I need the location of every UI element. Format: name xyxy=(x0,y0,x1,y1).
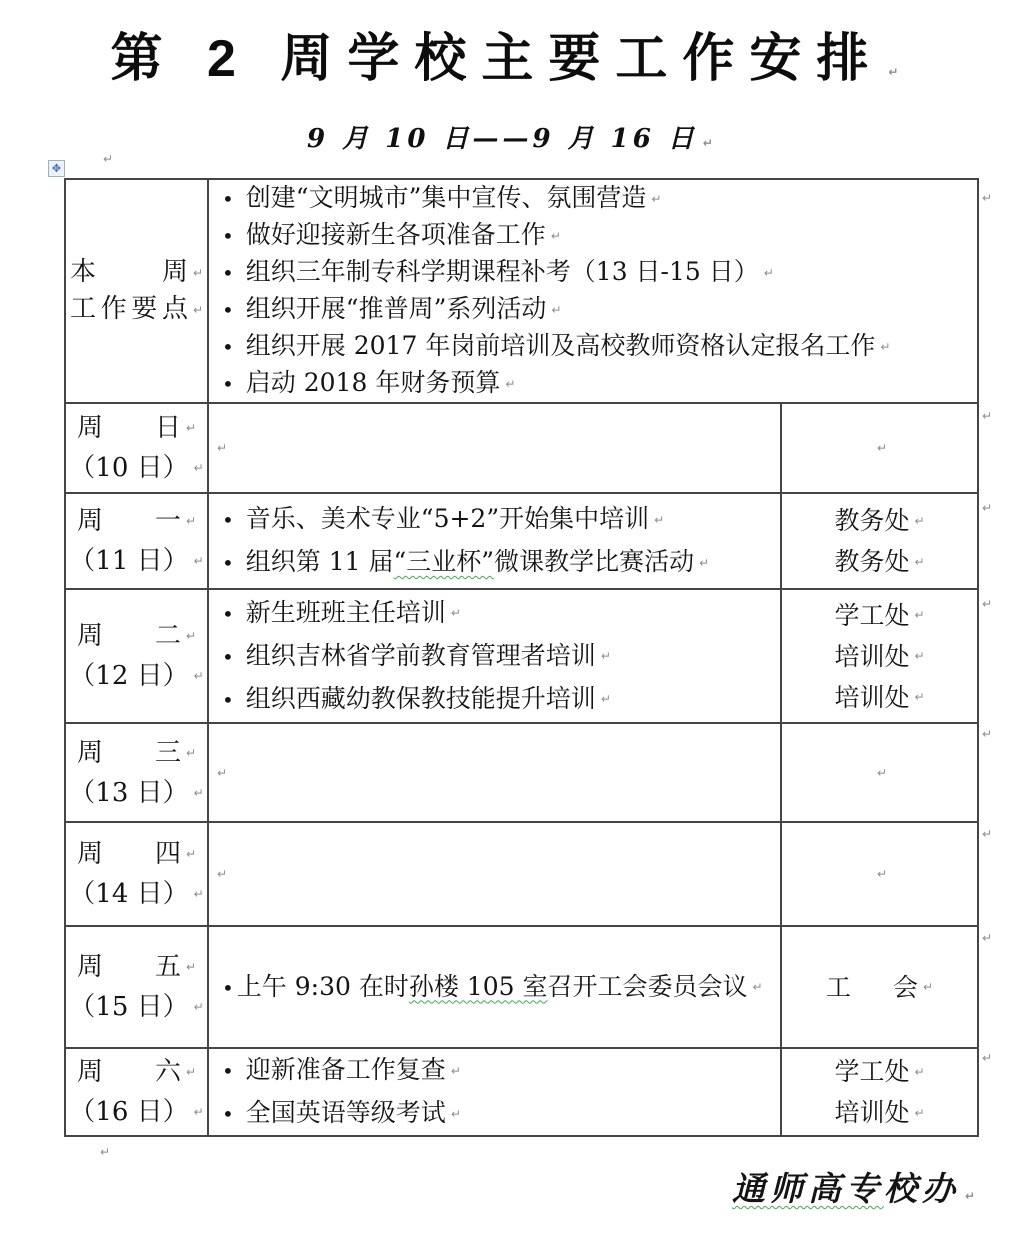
department-label: 学工处 xyxy=(834,600,910,630)
paragraph-mark-icon: ↵ xyxy=(217,765,228,780)
day-label: 周 日 xyxy=(76,413,181,443)
department-label: 培训处 xyxy=(834,682,910,712)
task-text: 组织开展“推普周”系列活动 xyxy=(245,294,547,323)
task-text: 组织三年制专科学期课程补考（13 日-15 日） xyxy=(245,257,759,286)
day-label: 周 六 xyxy=(76,1057,181,1087)
day-label: 周 五 xyxy=(76,952,181,982)
table-row-thursday xyxy=(65,822,978,926)
paragraph-mark-icon: ↵ xyxy=(550,228,561,243)
department-label: 培训处 xyxy=(834,641,910,671)
paragraph-mark-icon: ↵ xyxy=(914,649,925,663)
day-label-cell xyxy=(65,723,208,822)
task-item xyxy=(222,966,780,1009)
day-label-date: （16 日） xyxy=(69,1097,189,1127)
paragraph-mark-icon: ↵ xyxy=(193,669,204,683)
paragraph-mark-icon: ↵ xyxy=(193,1000,204,1014)
paragraph-mark-icon: ↵ xyxy=(103,152,114,166)
bullet-icon: • xyxy=(222,601,234,626)
bullet-icon: • xyxy=(222,261,234,285)
paragraph-mark-icon: ↵ xyxy=(192,302,204,317)
paragraph-mark-icon: ↵ xyxy=(217,867,228,881)
department-label: 工 会 xyxy=(825,972,918,1002)
paragraph-mark-icon: ↵ xyxy=(193,887,204,901)
paragraph-mark-icon: ↵ xyxy=(185,847,197,861)
department-cell xyxy=(781,723,978,822)
department-label: 培训处 xyxy=(834,1098,910,1127)
paragraph-mark-icon: ↵ xyxy=(876,867,888,881)
task-text: 组织西藏幼教保教技能提升培训 xyxy=(245,683,596,713)
paragraph-mark-icon: ↵ xyxy=(185,421,197,435)
bullet-icon: • xyxy=(222,975,234,1000)
paragraph-mark-icon: ↵ xyxy=(185,745,197,760)
bullet-icon: • xyxy=(222,1059,234,1083)
day-label-date: （10 日） xyxy=(69,453,189,483)
department-cell xyxy=(781,926,978,1048)
bullet-icon: • xyxy=(222,687,234,712)
paragraph-mark-icon: ↵ xyxy=(876,441,888,455)
task-text: 新生班班主任培训 xyxy=(245,597,446,627)
day-label-date: （14 日） xyxy=(69,879,189,909)
paragraph-mark-icon: ↵ xyxy=(914,513,925,528)
table-row-sunday xyxy=(65,403,978,493)
paragraph-mark-icon: ↵ xyxy=(914,554,925,569)
table-row-monday xyxy=(65,493,978,589)
signature xyxy=(732,1163,980,1210)
paragraph-mark-icon: ↵ xyxy=(982,827,993,841)
day-label: 周 四 xyxy=(76,839,181,869)
day-label-date: （15 日） xyxy=(69,992,189,1022)
paragraph-mark-icon: ↵ xyxy=(185,960,197,974)
task-item xyxy=(222,1092,780,1135)
tasks-cell xyxy=(208,723,781,822)
paragraph-mark-icon: ↵ xyxy=(185,1065,197,1079)
bullet-icon: • xyxy=(222,298,234,322)
signature-text: 通师高专 xyxy=(731,1169,884,1208)
paragraph-mark-icon: ↵ xyxy=(192,265,204,280)
department-cell xyxy=(781,493,978,589)
date-range-text: 9 月 10 日——9 月 16 日 xyxy=(307,124,698,154)
bullet-icon: • xyxy=(222,508,234,532)
task-text: 组织第 11 届“三业杯”微课教学比赛活动 xyxy=(245,547,695,576)
task-text: 全国英语等级考试 xyxy=(245,1098,446,1127)
paragraph-mark-icon: ↵ xyxy=(982,597,993,611)
bullet-icon: • xyxy=(222,372,234,396)
paragraph-mark-icon: ↵ xyxy=(450,1063,461,1078)
day-label: 周 一 xyxy=(76,506,181,536)
task-text: 上午 9:30 在时孙楼 105 室召开工会委员会议 xyxy=(236,971,748,1001)
bullet-icon: • xyxy=(222,335,234,359)
table-row-wednesday xyxy=(65,723,978,822)
paragraph-mark-icon: ↵ xyxy=(450,606,461,620)
bullet-icon: • xyxy=(222,551,234,575)
task-text: 做好迎接新生各项准备工作 xyxy=(245,220,546,249)
paragraph-mark-icon: ↵ xyxy=(185,629,197,643)
day-label-cell xyxy=(65,589,208,723)
paragraph-mark-icon: ↵ xyxy=(551,302,562,317)
department-cell xyxy=(781,403,978,493)
task-item xyxy=(222,678,780,721)
task-text: 组织开展 2017 年岗前培训及高校教师资格认定报名工作 xyxy=(245,331,876,360)
paragraph-mark-icon: ↵ xyxy=(600,649,611,663)
table-row-friday xyxy=(65,926,978,1048)
page-title xyxy=(0,16,1024,91)
task-text: 迎新准备工作复查 xyxy=(245,1055,446,1084)
task-item xyxy=(222,328,977,365)
task-text: 启动 2018 年财务预算 xyxy=(245,368,501,397)
paragraph-mark-icon: ↵ xyxy=(651,191,662,206)
paragraph-mark-icon: ↵ xyxy=(699,555,710,570)
bullet-icon: • xyxy=(222,187,234,211)
paragraph-mark-icon: ↵ xyxy=(914,1105,925,1120)
paragraph-mark-icon: ↵ xyxy=(185,514,197,528)
department-cell xyxy=(781,1048,978,1136)
paragraph-mark-icon: ↵ xyxy=(193,785,204,800)
task-text: 创建“文明城市”集中宣传、氛围营造 xyxy=(245,183,647,212)
task-item xyxy=(222,291,977,328)
tasks-cell xyxy=(208,1048,781,1136)
paragraph-mark-icon: ↵ xyxy=(914,690,925,704)
paragraph-mark-icon: ↵ xyxy=(763,265,774,280)
task-item xyxy=(222,1049,780,1092)
paragraph-mark-icon: ↵ xyxy=(654,512,665,527)
bullet-icon: • xyxy=(222,1102,234,1126)
tasks-cell xyxy=(208,926,781,1048)
department-label: 学工处 xyxy=(834,1057,910,1086)
task-text: 音乐、美术专业“5+2”开始集中培训 xyxy=(245,504,650,533)
task-item xyxy=(222,180,977,217)
paragraph-mark-icon: ↵ xyxy=(876,765,888,780)
department-cell xyxy=(781,589,978,723)
paragraph-mark-icon: ↵ xyxy=(880,339,891,354)
paragraph-mark-icon: ↵ xyxy=(752,980,763,994)
page-title-text: 第 2 周学校主要工作安排 xyxy=(110,30,884,88)
task-item xyxy=(222,365,977,402)
paragraph-mark-icon: ↵ xyxy=(982,1051,993,1065)
day-label: 本 周 xyxy=(69,257,188,287)
department-label: 教务处 xyxy=(834,506,910,535)
schedule-table xyxy=(64,178,979,1137)
tasks-cell xyxy=(208,822,781,926)
task-item xyxy=(222,635,780,678)
paragraph-mark-icon: ↵ xyxy=(964,1189,980,1203)
paragraph-mark-icon: ↵ xyxy=(914,608,925,622)
department-label: 教务处 xyxy=(834,547,910,576)
day-label-cell xyxy=(65,822,208,926)
tasks-cell xyxy=(208,589,781,723)
tasks-cell xyxy=(208,493,781,589)
task-text: 组织吉林省学前教育管理者培训 xyxy=(245,640,596,670)
bullet-icon: • xyxy=(222,644,234,669)
date-range xyxy=(0,118,1024,155)
tasks-cell xyxy=(208,179,978,403)
day-label-cell xyxy=(65,1048,208,1136)
task-item xyxy=(222,592,780,635)
paragraph-mark-icon: ↵ xyxy=(100,1145,111,1159)
paragraph-mark-icon: ↵ xyxy=(217,441,228,455)
paragraph-mark-icon: ↵ xyxy=(888,65,914,79)
paragraph-mark-icon: ↵ xyxy=(914,1064,925,1079)
paragraph-mark-icon: ↵ xyxy=(702,136,717,150)
paragraph-mark-icon: ↵ xyxy=(505,376,516,391)
task-item xyxy=(222,254,977,291)
table-move-handle-icon[interactable]: ✥ xyxy=(48,160,65,177)
paragraph-mark-icon: ↵ xyxy=(450,1106,461,1121)
paragraph-mark-icon: ↵ xyxy=(922,980,934,994)
department-cell xyxy=(781,822,978,926)
day-label-cell xyxy=(65,926,208,1048)
task-item xyxy=(222,217,977,254)
paragraph-mark-icon: ↵ xyxy=(982,409,993,423)
tasks-cell xyxy=(208,403,781,493)
day-label-cell xyxy=(65,493,208,589)
table-row-week-points xyxy=(65,179,978,403)
paragraph-mark-icon: ↵ xyxy=(982,501,993,515)
paragraph-mark-icon: ↵ xyxy=(193,461,204,475)
day-label-cell xyxy=(65,403,208,493)
table-row-saturday xyxy=(65,1048,978,1136)
bullet-icon: • xyxy=(222,224,234,248)
day-label-date: （11 日） xyxy=(69,546,189,576)
paragraph-mark-icon: ↵ xyxy=(982,727,993,741)
task-item xyxy=(222,498,780,541)
day-label-date: （13 日） xyxy=(69,777,189,808)
paragraph-mark-icon: ↵ xyxy=(982,931,993,945)
paragraph-mark-icon: ↵ xyxy=(982,191,993,205)
day-label: 周 三 xyxy=(76,737,181,768)
day-label-cell xyxy=(65,179,208,403)
paragraph-mark-icon: ↵ xyxy=(193,554,204,568)
day-label-line2: 工作要点 xyxy=(69,294,188,324)
table-row-tuesday xyxy=(65,589,978,723)
task-item xyxy=(222,541,780,584)
signature-text-end: 校办 xyxy=(883,1169,960,1208)
paragraph-mark-icon: ↵ xyxy=(193,1105,204,1119)
paragraph-mark-icon: ↵ xyxy=(600,692,611,706)
day-label: 周 二 xyxy=(76,621,181,651)
day-label-date: （12 日） xyxy=(69,661,189,691)
